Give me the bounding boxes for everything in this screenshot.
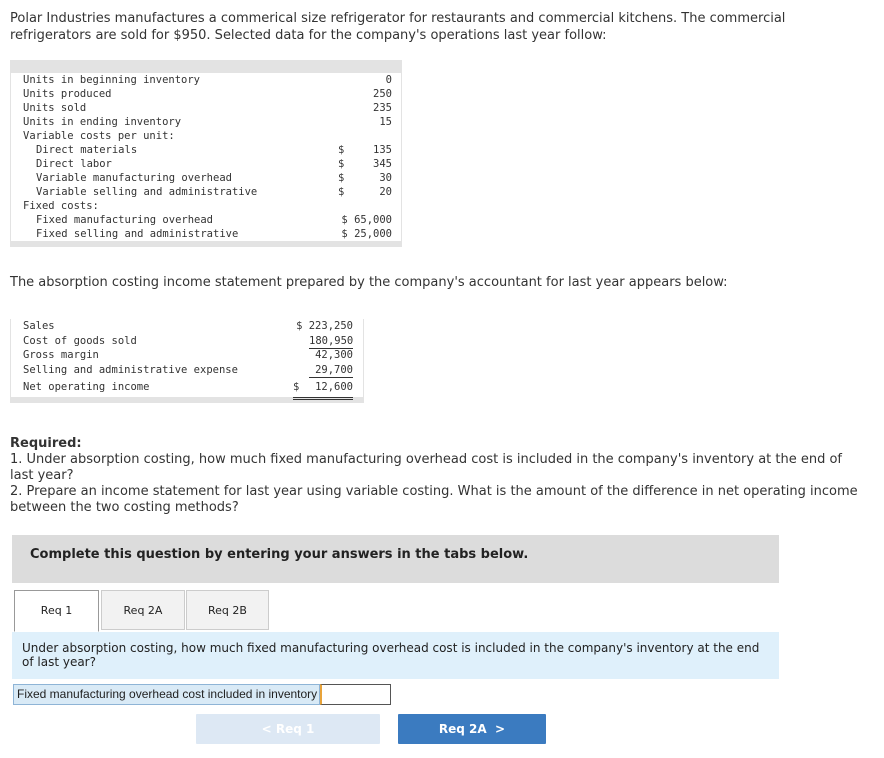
problem-intro: Polar Industries manufactures a commerical size refrigerator for restaurants and commercial kitchens. The commercial refrigerators are sold for $950. Selected data for the company's operations last year follow: [10, 11, 786, 43]
table-row [11, 363, 363, 378]
row-label: Units produced [23, 88, 112, 100]
row-label: Variable selling and administrative [36, 186, 258, 198]
chevron-right-icon: > [490, 722, 506, 736]
required-q2: 2. Prepare an income statement for last year using variable costing. What is the amount of the difference in net operating income between the two costing methods? [10, 484, 858, 515]
row-label: Fixed selling and administrative [36, 228, 239, 240]
row-label: Units in ending inventory [23, 116, 182, 128]
table-row [11, 101, 401, 115]
row-dollar: $ [338, 144, 345, 156]
row-label: Gross margin [23, 349, 99, 361]
row-value: 250 [373, 88, 392, 100]
row-label: Selling and administrative expense [23, 363, 238, 376]
row-value: 235 [373, 102, 392, 114]
prev-button[interactable] [196, 714, 380, 744]
table-row [11, 157, 401, 171]
instruction-text: Complete this question by entering your answers in the tabs below. [30, 547, 529, 562]
income-statement-table [10, 319, 364, 403]
answer-input[interactable] [320, 684, 391, 705]
row-dollar: $ [338, 172, 345, 184]
tab-req-2a[interactable]: Req 2A [101, 590, 185, 630]
row-value: 20 [379, 186, 392, 198]
chevron-left-icon: < [261, 722, 272, 736]
next-button-label: Req 2A [438, 722, 487, 736]
row-value: $ 223,250 [296, 320, 353, 332]
row-label: Variable manufacturing overhead [36, 172, 232, 184]
table-row [11, 319, 363, 334]
row-dollar: $ [338, 186, 345, 198]
tab-req-1[interactable]: Req 1 [14, 590, 99, 632]
table-row [11, 129, 401, 143]
row-value: $ 65,000 [341, 214, 392, 226]
row-dollar: $ [293, 381, 300, 393]
table-row [11, 143, 401, 157]
prev-button-label: Req 1 [275, 722, 315, 736]
row-label: Fixed costs: [23, 200, 99, 212]
row-value: 30 [379, 172, 392, 184]
table-row [11, 199, 401, 213]
table-row [11, 185, 401, 199]
table-row [11, 73, 401, 87]
row-value: 15 [379, 116, 392, 128]
row-value: 42,300 [315, 349, 353, 361]
row-dollar: $ [338, 158, 345, 170]
row-value: 12,600 [293, 377, 353, 400]
table-row [11, 227, 401, 241]
tab-req-2b[interactable]: Req 2B [186, 590, 269, 630]
row-label: Variable costs per unit: [23, 130, 175, 142]
row-label: Cost of goods sold [23, 334, 137, 347]
row-label: Sales [23, 320, 55, 332]
table-row [11, 115, 401, 129]
row-value: 29,700 [309, 363, 353, 379]
required-q1: 1. Under absorption costing, how much fixed manufacturing overhead cost is included in the company's inventory at the end of last year? [10, 452, 843, 483]
row-value: 0 [385, 74, 392, 86]
row-value: 345 [373, 158, 392, 170]
table-row [11, 171, 401, 185]
instruction-banner [12, 535, 779, 583]
required-heading: Required: [10, 436, 82, 451]
row-label: Units in beginning inventory [23, 74, 201, 86]
next-button[interactable] [398, 714, 546, 744]
answer-label: Fixed manufacturing overhead cost included in inventory [13, 684, 320, 705]
table-row [11, 87, 401, 101]
row-value: $ 25,000 [341, 228, 392, 240]
row-value: 180,950 [309, 334, 353, 350]
table-row [11, 213, 401, 227]
table-row [11, 377, 363, 397]
row-label: Units sold [23, 102, 87, 114]
required-section [10, 436, 860, 516]
income-statement-intro: The absorption costing income statement prepared by the company's accountant for last year appears below: [10, 275, 728, 290]
table-row [11, 334, 363, 349]
row-label: Direct materials [36, 144, 138, 156]
row-label: Direct labor [36, 158, 112, 170]
row-label: Net operating income [23, 381, 150, 393]
table-row [11, 348, 363, 363]
row-value: 135 [373, 144, 392, 156]
row-label: Fixed manufacturing overhead [36, 214, 214, 226]
question-prompt: Under absorption costing, how much fixed manufacturing overhead cost is included in the company's inventory at the end of last year? [12, 632, 779, 679]
data-table [10, 60, 402, 247]
